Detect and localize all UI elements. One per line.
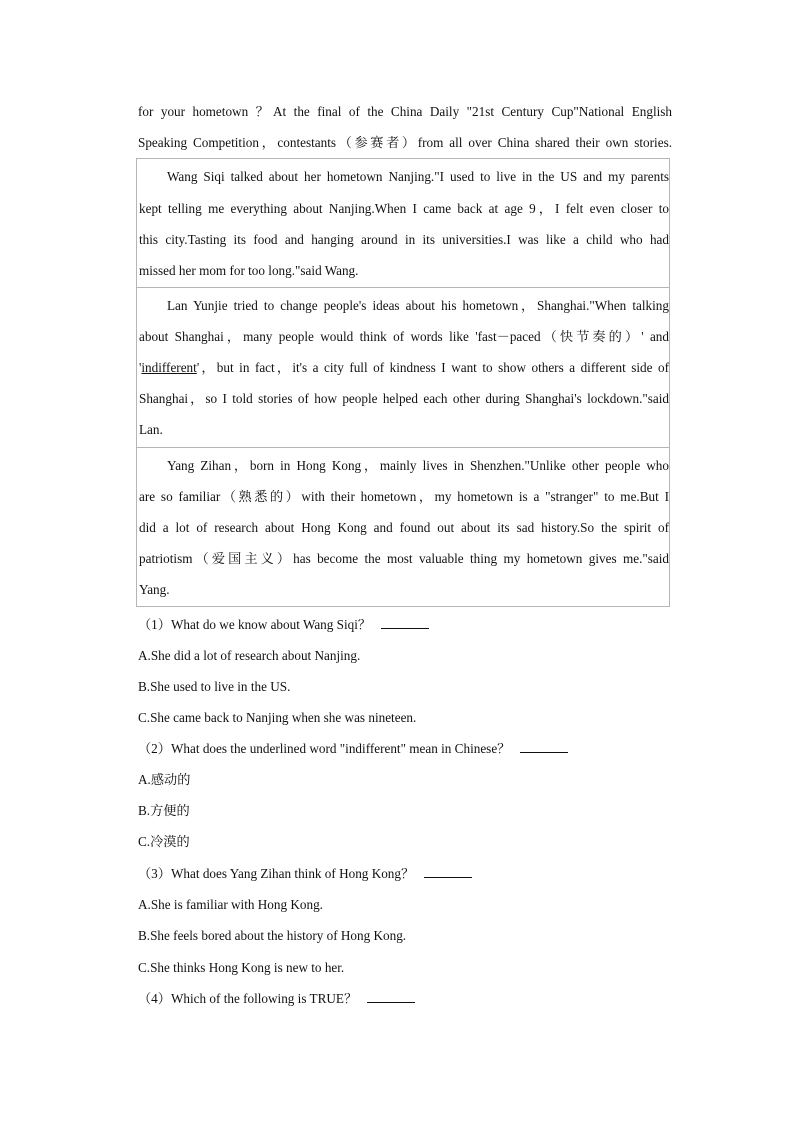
answer-blank[interactable] bbox=[381, 618, 429, 629]
intro-line-1: for your hometown ？At the final of the China Daily "21st Century Cup"National English bbox=[138, 104, 672, 119]
passage-text: '，but in fact，it's a city full of kindness I want to show others a different side of bbox=[196, 360, 669, 375]
answer-blank[interactable] bbox=[367, 992, 415, 1003]
underlined-word: indifferent bbox=[141, 360, 197, 375]
question-4 bbox=[138, 991, 415, 1007]
question-2 bbox=[138, 741, 568, 757]
answer-blank[interactable] bbox=[520, 742, 568, 753]
question-stem: （4）Which of the following is TRUE？ bbox=[138, 991, 358, 1006]
question-1 bbox=[138, 617, 429, 633]
passage-cell-lan bbox=[137, 288, 669, 448]
quote-mark: ' bbox=[139, 360, 142, 375]
passage-line: did a lot of research about Hong Kong and found out about its sad history.So the spirit of bbox=[139, 520, 669, 535]
passage-line: Yang. bbox=[139, 582, 170, 597]
question-stem: （3）What does Yang Zihan think of Hong Kong？ bbox=[138, 866, 415, 881]
passage-line: missed her mom for too long."said Wang. bbox=[139, 263, 359, 278]
intro-line-2: Speaking Competition，contestants（参赛者）from all over China shared their own stories. bbox=[138, 135, 672, 150]
question-stem: （1）What do we know about Wang Siqi？ bbox=[138, 617, 372, 632]
option-a[interactable]: A.She is familiar with Hong Kong. bbox=[138, 897, 323, 912]
passage-cell-wang bbox=[137, 159, 669, 288]
passage-line: this city.Tasting its food and hanging around in its universities.I was like a child who had bbox=[139, 232, 669, 247]
option-b[interactable]: B.She feels bored about the history of Hong Kong. bbox=[138, 928, 407, 943]
passage-line: are so familiar（熟悉的）with their hometown，my hometown is a "stranger" to me.But I bbox=[139, 489, 669, 504]
option-a[interactable]: A.感动的 bbox=[138, 772, 191, 787]
passage-line: Yang Zihan，born in Hong Kong，mainly lives in Shenzhen."Unlike other people who bbox=[167, 458, 669, 473]
option-c[interactable]: C.She thinks Hong Kong is new to her. bbox=[138, 960, 345, 975]
option-b[interactable]: B.She used to live in the US. bbox=[138, 679, 291, 694]
passage-line: Wang Siqi talked about her hometown Nanjing."I used to live in the US and my parents bbox=[167, 169, 669, 184]
passage-line: about Shanghai，many people would think of words like 'fast－paced（快节奏的）' and bbox=[139, 329, 669, 344]
option-c[interactable]: C.冷漠的 bbox=[138, 834, 190, 849]
passage-cell-yang bbox=[137, 448, 669, 606]
passage-line bbox=[139, 360, 669, 376]
question-3 bbox=[138, 866, 472, 882]
option-a[interactable]: A.She did a lot of research about Nanjing. bbox=[138, 648, 361, 663]
passage-line: patriotism（爱国主义）has become the most valuable thing my hometown gives me."said bbox=[139, 551, 669, 566]
option-c[interactable]: C.She came back to Nanjing when she was nineteen. bbox=[138, 710, 417, 725]
passage-line: kept telling me everything about Nanjing.When I came back at age 9，I felt even closer to bbox=[139, 201, 669, 216]
passage-line: Lan. bbox=[139, 422, 163, 437]
passage-line: Lan Yunjie tried to change people's ideas about his hometown，Shanghai."When talking bbox=[167, 298, 669, 313]
answer-blank[interactable] bbox=[424, 867, 472, 878]
question-stem: （2）What does the underlined word "indifferent" mean in Chinese？ bbox=[138, 741, 511, 756]
passage-line: Shanghai，so I told stories of how people helped each other during Shanghai's lockdown."said bbox=[139, 391, 669, 406]
option-b[interactable]: B.方便的 bbox=[138, 803, 190, 818]
passage-table bbox=[136, 158, 670, 607]
